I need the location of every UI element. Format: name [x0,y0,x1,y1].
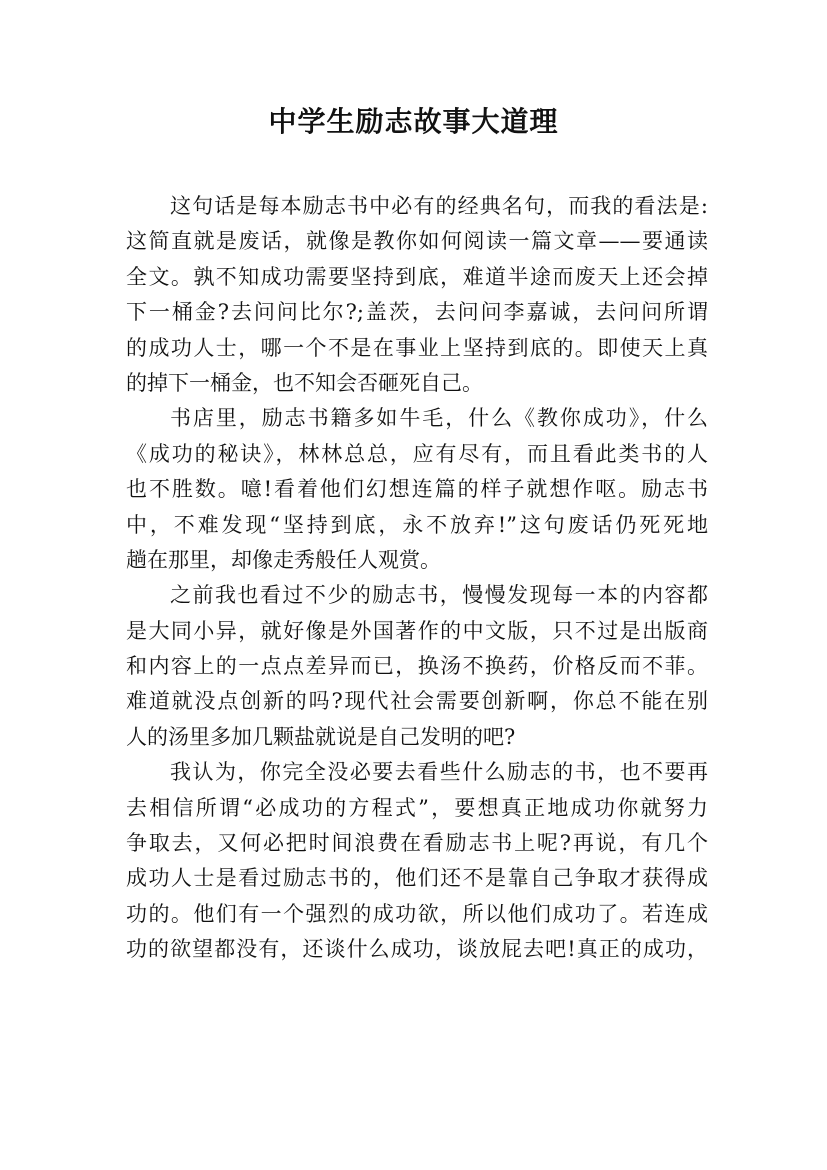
text-line: 去相信所谓“必成功的方程式”，要想真正地成功你就努力 [126,795,708,820]
text-line: 也不胜数。噫!看着他们幻想连篇的样子就想作呕。励志书 [126,477,708,502]
text-line: 人的汤里多加几颗盐就说是自己发明的吧? [126,724,516,749]
text-line: 中，不难发现“坚持到底，永不放弃!”这句废话仍死死地 [126,512,708,537]
text-line: 和内容上的一点点差异而已，换汤不换药，价格反而不菲。 [126,654,708,679]
text-line: 的成功人士，哪一个不是在事业上坚持到底的。即使天上真 [126,335,708,360]
text-line: 成功人士是看过励志书的，他们还不是靠自己争取才获得成 [126,866,708,891]
text-line: 全文。孰不知成功需要坚持到底，难道半途而废天上还会掉 [126,264,708,289]
text-line: 书店里，励志书籍多如牛毛，什么《教你成功》，什么 [170,406,708,431]
text-line: 之前我也看过不少的励志书，慢慢发现每一本的内容都 [170,583,708,608]
document-title: 中学生励志故事大道理 [268,105,559,138]
text-line: 难道就没点创新的吗?现代社会需要创新啊，你总不能在别 [126,689,708,714]
text-line: 功的。他们有一个强烈的成功欲，所以他们成功了。若连成 [126,901,708,926]
text-line: 功的欲望都没有，还谈什么成功，谈放屁去吧!真正的成功， [126,937,708,962]
text-line: 争取去，又何必把时间浪费在看励志书上呢?再说，有几个 [126,831,708,856]
text-line: 趟在那里，却像走秀般任人观赏。 [126,547,441,572]
text-line: 我认为，你完全没必要去看些什么励志的书，也不要再 [170,760,708,785]
text-line: 的掉下一桶金，也不知会否砸死自己。 [126,370,483,395]
text-line: 下一桶金?去问问比尔?;盖茨，去问问李嘉诚，去问问所谓 [126,300,708,325]
text-line: 这简直就是废话，就像是教你如何阅读一篇文章——要通读 [126,229,708,254]
text-line: 这句话是每本励志书中必有的经典名句，而我的看法是: [170,194,708,218]
document-body [126,189,708,968]
text-line: 是大同小异，就好像是外国著作的中文版，只不过是出版商 [126,618,708,643]
text-line: 《成功的秘诀》，林林总总，应有尽有，而且看此类书的人 [126,441,708,466]
